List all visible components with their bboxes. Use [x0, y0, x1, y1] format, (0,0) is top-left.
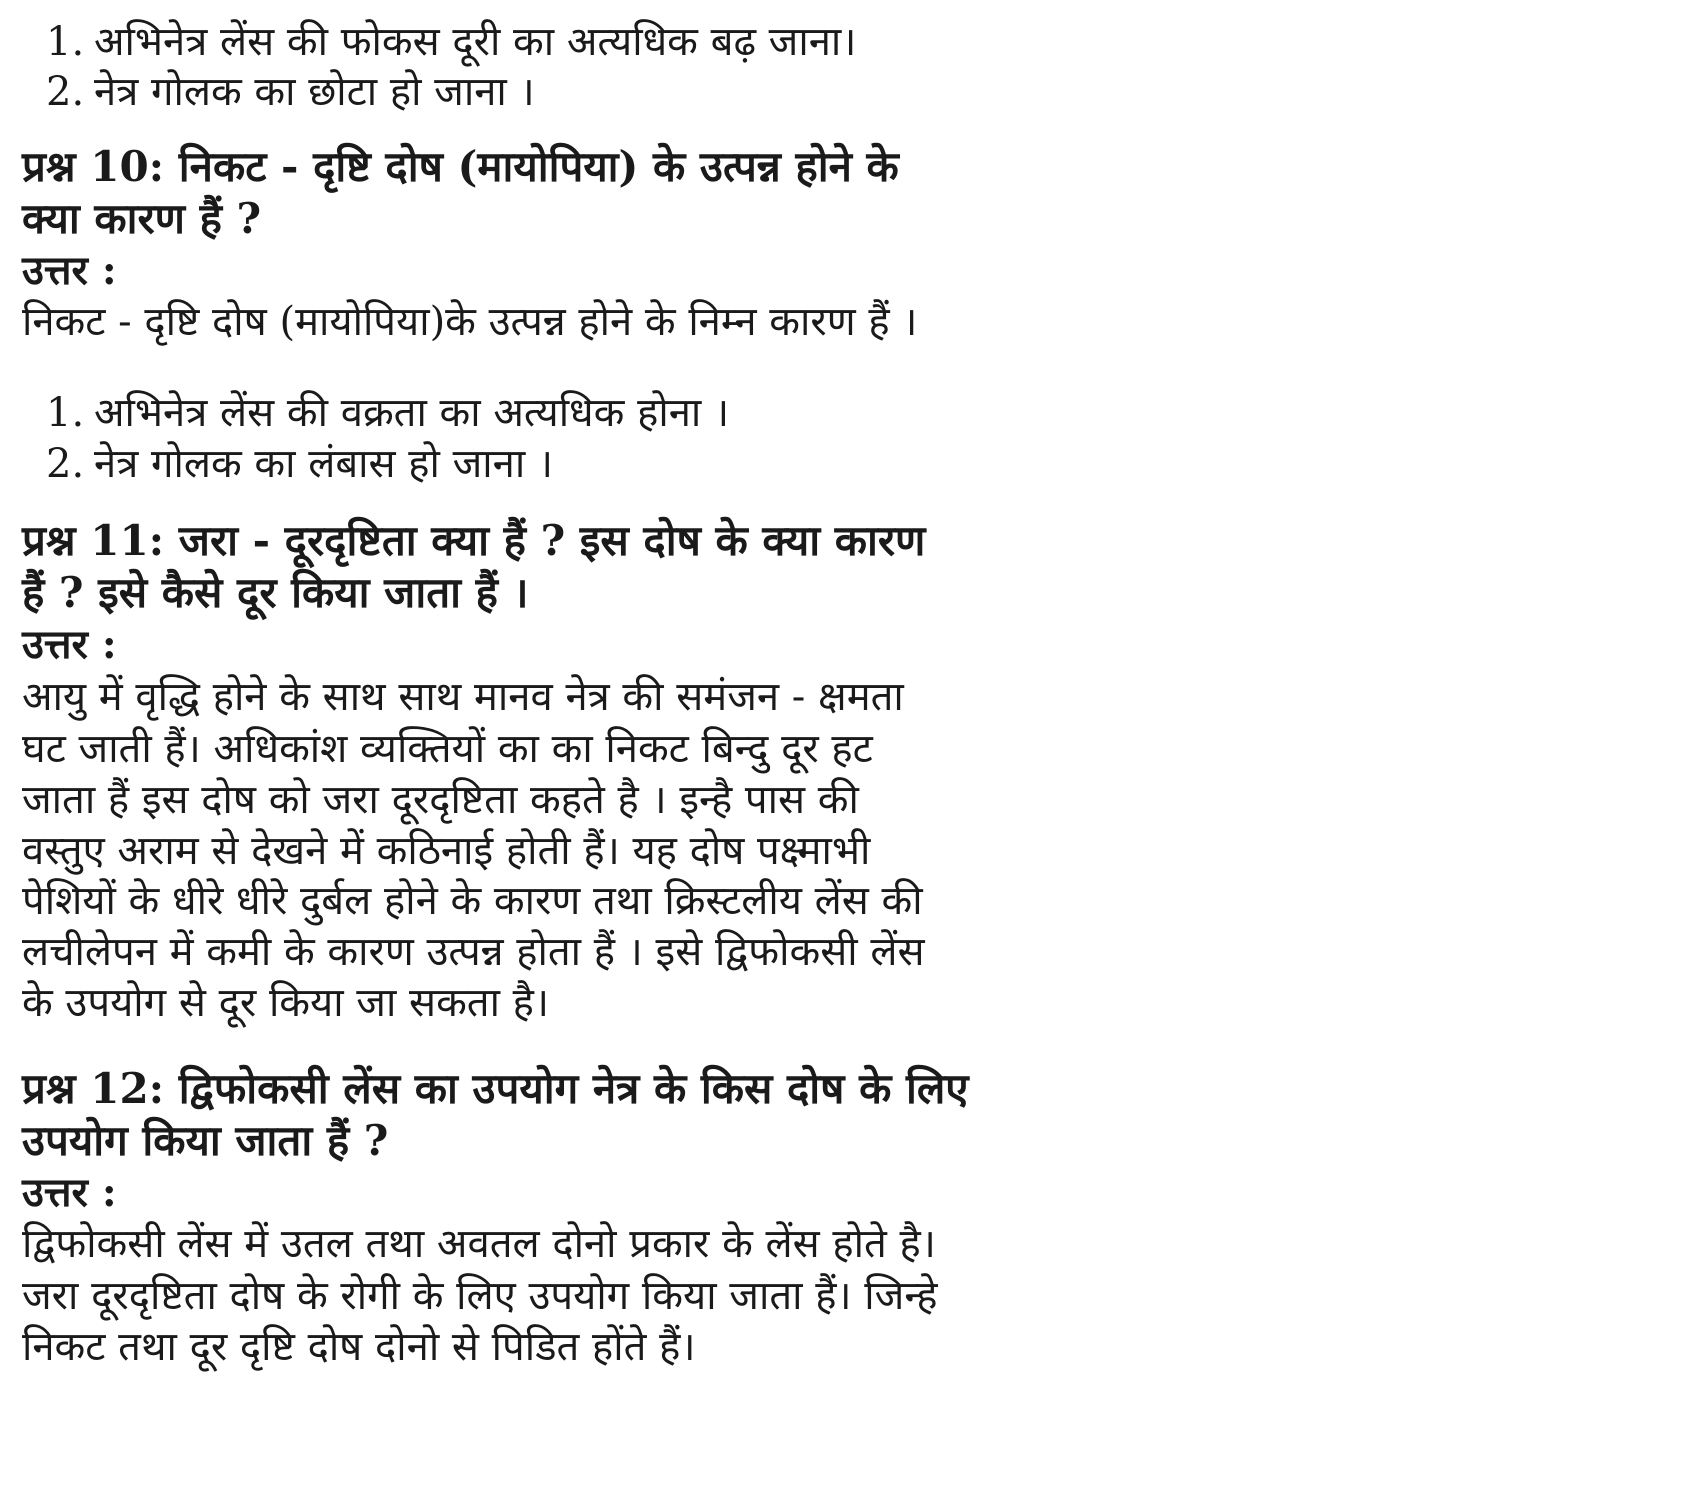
list-text: अभिनेत्र लेंस की वक्रता का अत्यधिक होना । [94, 390, 730, 436]
question-10-heading: प्रश्न 10: निकट - दृष्टि दोष (मायोपिया) के उत्पन्न होने के [22, 142, 899, 191]
list-text: नेत्र गोलक का लंबास हो जाना । [94, 441, 554, 487]
list-number: 1. [46, 390, 85, 436]
answer-line: आयु में वृद्धि होने के साथ साथ मानव नेत्र की समंजन - क्षमता [22, 674, 904, 720]
list-text: नेत्र गोलक का छोटा हो जाना । [94, 69, 535, 115]
answer-label: उत्तर : [22, 621, 117, 668]
list-item [46, 68, 535, 116]
answer-line: के उपयोग से दूर किया जा सकता है। [22, 980, 550, 1026]
question-12-heading-cont: उपयोग किया जाता हैं ? [22, 1116, 389, 1165]
question-12-heading: प्रश्न 12: द्विफोकसी लेंस का उपयोग नेत्र के किस दोष के लिए [22, 1064, 969, 1113]
question-11-heading-cont: हैं ? इसे कैसे दूर किया जाता हैं । [22, 568, 529, 617]
question-10-heading-cont: क्या कारण हैं ? [22, 194, 262, 243]
answer-line: निकट तथा दूर दृष्टि दोष दोनो से पिडित होंते हैं। [22, 1324, 696, 1370]
question-11-heading: प्रश्न 11: जरा - दूरदृष्टिता क्या हैं ? इस दोष के क्या कारण [22, 516, 926, 565]
answer-line: घट जाती हैं। अधिकांश व्यक्तियों का का निकट बिन्दु दूर हट [22, 726, 873, 772]
answer-text: निकट - दृष्टि दोष (मायोपिया)के उत्पन्न होने के निम्न कारण हैं । [22, 299, 918, 345]
answer-line: लचीलेपन में कमी के कारण उत्पन्न होता हैं । इसे द्विफोकसी लेंस [22, 929, 925, 975]
list-item [46, 389, 729, 437]
list-item [46, 18, 856, 66]
answer-label: उत्तर : [22, 1169, 117, 1216]
answer-label: उत्तर : [22, 247, 117, 294]
answer-line: द्विफोकसी लेंस में उतल तथा अवतल दोनो प्रकार के लेंस होते है। [22, 1221, 936, 1267]
answer-line: जरा दूरदृष्टिता दोष के रोगी के लिए उपयोग किया जाता हैं। जिन्हे [22, 1273, 938, 1319]
list-number: 2. [46, 441, 85, 487]
list-item [46, 440, 553, 488]
answer-line: वस्तुए अराम से देखने में कठिनाई होती हैं। यह दोष पक्ष्माभी [22, 828, 871, 874]
list-text: अभिनेत्र लेंस की फोकस दूरी का अत्यधिक बढ़ जाना। [94, 19, 857, 65]
list-number: 1. [46, 19, 85, 65]
list-number: 2. [46, 69, 85, 115]
answer-line: जाता हैं इस दोष को जरा दूरदृष्टिता कहते है । इन्है पास की [22, 777, 859, 823]
answer-line: पेशियों के धीरे धीरे दुर्बल होने के कारण तथा क्रिस्टलीय लेंस की [22, 878, 923, 924]
